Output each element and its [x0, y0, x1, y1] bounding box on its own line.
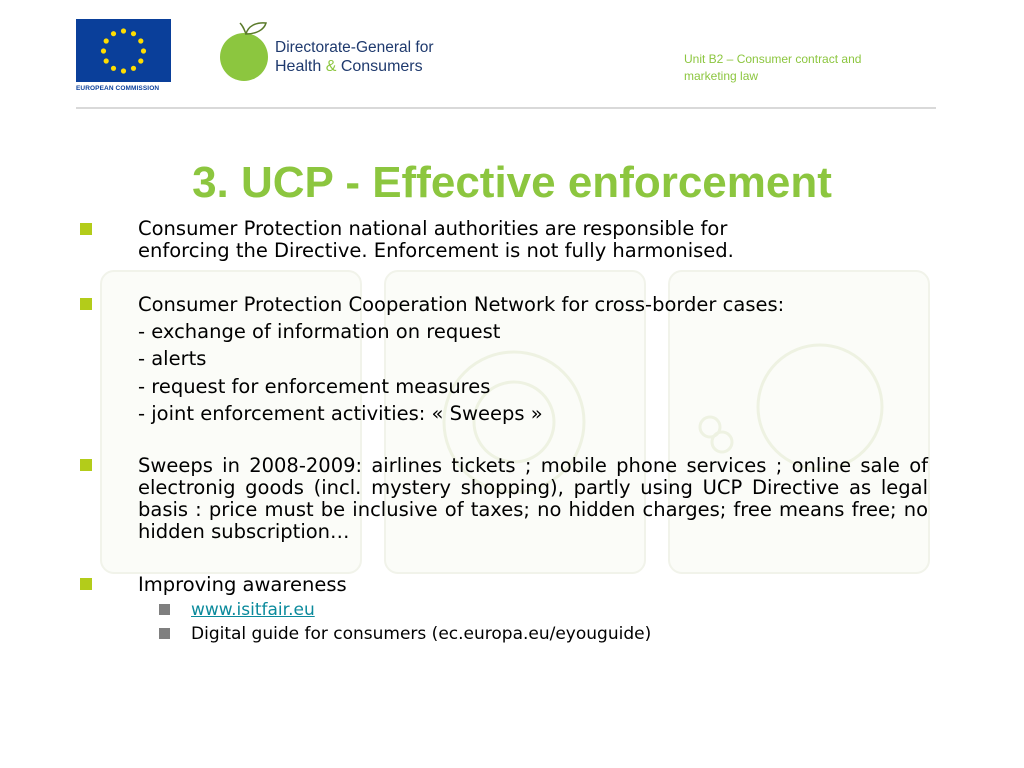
dg-sanco-apple-logo-icon	[218, 20, 282, 84]
bullet-2-item-exchange: - exchange of information on request	[138, 320, 501, 343]
unit-label-line1: Unit B2 – Consumer contract and	[684, 52, 862, 66]
dg-name	[275, 38, 434, 76]
bullet-2-item-request: - request for enforcement measures	[138, 375, 491, 398]
unit-label	[684, 51, 914, 85]
unit-label-line2: marketing law	[684, 69, 759, 83]
dg-name-line1: Directorate-General for	[275, 39, 434, 56]
header-divider	[76, 107, 936, 109]
digital-guide-item: Digital guide for consumers (ec.europa.eu/eyouguide)	[191, 624, 652, 644]
bullet-3-text: Sweeps in 2008-2009: airlines tickets ; mobile phone services ; online sale of electronig goods (incl. mystery shopping), partly using UCP Directive as legal basis : price must be inclusive of taxes; no hidden charges; free means free; no hidden subscription…	[138, 454, 928, 543]
bullet-1-line1: Consumer Protection national authorities are responsible for	[138, 217, 728, 240]
bullet-2-heading: Consumer Protection Cooperation Network for cross-border cases:	[138, 293, 785, 316]
slide-title: 3. UCP - Effective enforcement	[192, 158, 832, 207]
bullet-marker	[80, 223, 92, 235]
eu-caption: EUROPEAN COMMISSION	[76, 85, 160, 92]
bullet-marker	[80, 459, 92, 471]
isitfair-link[interactable]: www.isitfair.eu	[191, 600, 315, 620]
bullet-marker	[80, 578, 92, 590]
bullet-marker	[80, 298, 92, 310]
eu-stars-icon	[76, 19, 171, 82]
european-commission-logo	[76, 19, 172, 95]
dg-name-ampersand: &	[325, 58, 337, 75]
bullet-4-text: Improving awareness	[138, 573, 347, 596]
bullet-2-item-sweeps: - joint enforcement activities: « Sweeps »	[138, 402, 543, 425]
dg-name-line2	[275, 57, 434, 76]
eu-flag-icon	[76, 19, 171, 82]
sub-bullet-marker	[159, 604, 170, 615]
dg-name-consumers: Consumers	[336, 58, 423, 75]
bullet-2-item-alerts: - alerts	[138, 347, 207, 370]
sub-bullet-marker	[159, 628, 170, 639]
dg-name-health: Health	[275, 58, 326, 75]
bullet-1-line2: enforcing the Directive. Enforcement is not fully harmonised.	[138, 239, 734, 262]
